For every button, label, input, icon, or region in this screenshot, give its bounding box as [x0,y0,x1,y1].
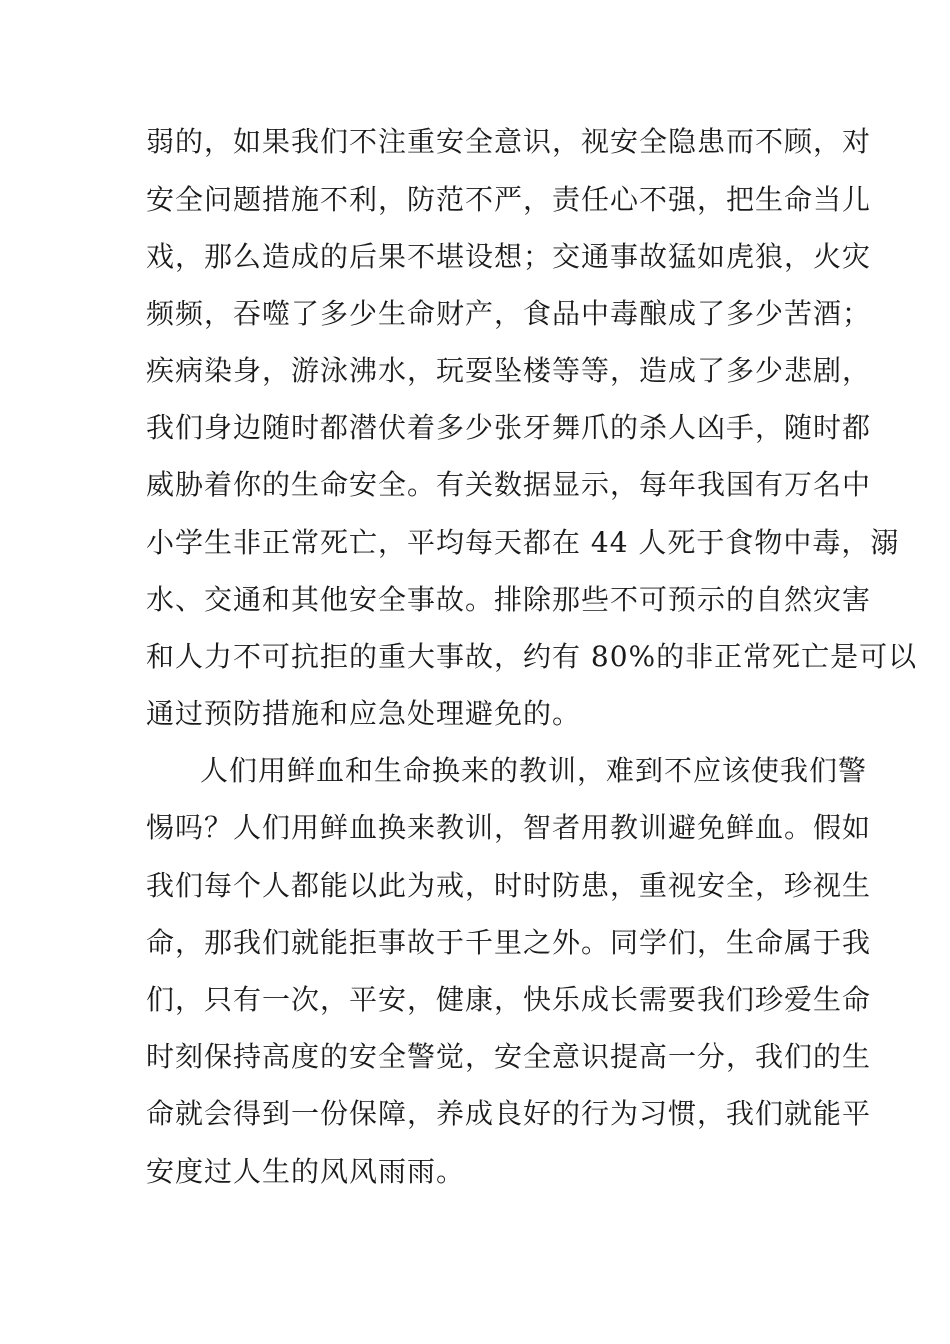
paragraph-line: 命就会得到一份保障，养成良好的行为习惯，我们就能平 [146,1097,872,1130]
paragraph-line: 威胁着你的生命安全。有关数据显示，每年我国有万名中 [146,468,872,501]
paragraph-line: 安全问题措施不利，防范不严，责任心不强，把生命当儿 [146,183,872,216]
paragraph-line: 通过预防措施和应急处理避免的。 [146,697,582,730]
paragraph-line: 疾病染身，游泳沸水，玩耍坠楼等等，造成了多少悲剧， [146,354,872,387]
paragraph-line: 人们用鲜血和生命换来的教训，难到不应该使我们警 [200,754,868,787]
paragraph-line: 命，那我们就能拒事故于千里之外。同学们，生命属于我 [146,926,872,959]
paragraph-line: 和人力不可抗拒的重大事故，约有 80%的非正常死亡是可以 [146,640,918,673]
paragraph-line: 们，只有一次，平安，健康，快乐成长需要我们珍爱生命 [146,983,872,1016]
paragraph-line: 小学生非正常死亡，平均每天都在 44 人死于食物中毒，溺 [146,526,900,559]
paragraph-line: 我们身边随时都潜伏着多少张牙舞爪的杀人凶手，随时都 [146,411,872,444]
paragraph-line: 我们每个人都能以此为戒，时时防患，重视安全，珍视生 [146,869,872,902]
paragraph-line: 水、交通和其他安全事故。排除那些不可预示的自然灾害 [146,583,872,616]
paragraph-line: 惕吗？人们用鲜血换来教训，智者用教训避免鲜血。假如 [146,811,872,844]
paragraph-line: 时刻保持高度的安全警觉，安全意识提高一分，我们的生 [146,1040,872,1073]
paragraph-line: 弱的，如果我们不注重安全意识，视安全隐患而不顾，对 [146,125,872,158]
paragraph-line: 安度过人生的风风雨雨。 [146,1155,466,1188]
paragraph-line: 频频，吞噬了多少生命财产，食品中毒酿成了多少苦酒； [146,297,872,330]
paragraph-line: 戏，那么造成的后果不堪设想；交通事故猛如虎狼，火灾 [146,240,872,273]
